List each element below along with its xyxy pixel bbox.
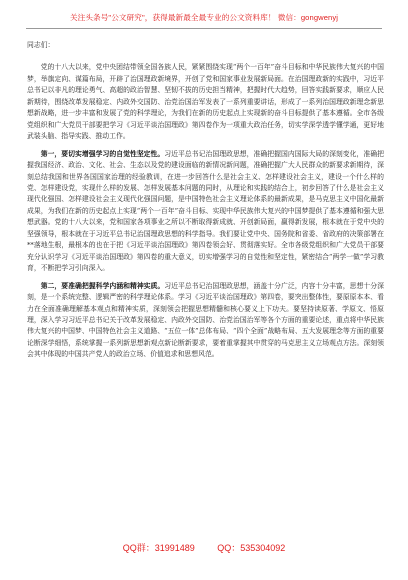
section-2-heading: 第二，要准确把握科学内涵和精神实质。 bbox=[40, 281, 165, 290]
section-1-paragraph bbox=[27, 149, 384, 275]
document-body bbox=[27, 40, 384, 361]
footer-qq: QQ：535304092 bbox=[217, 543, 286, 553]
intro-paragraph: 党的十八大以来，党中央团结带领全国各族人民，紧紧围绕实现“两个一百年”奋斗目标和中华民族伟大复兴的中国梦，举旗定向、谋篇布局，开辟了治国理政新境界，开创了党和国家事业发展新局面。在治国理政新的实践中，习近平总书记以非凡的理论勇气、高超的政治智慧、坚韧不拔的历史担当精神，把握时代大趋势，回答实践新要求，顺应人民新期待，围绕改革发展稳定、内政外交国防、治党治国治军发表了一系列重要讲话，形成了一系列治国理政新理念新思想新战略，进一步丰富和发展了党的科学理论，为我们在新的历史起点上实现新的奋斗目标提供了基本遵循。全市各级党组织和广大党员干部要把学习《习近平谈治国理政》第四卷作为一项重大政治任务，切实学深学透学懂学通，更好地武装头脑、指导实践、推动工作。 bbox=[27, 63, 384, 141]
footer-qq-group: QQ群：31991489 bbox=[122, 543, 195, 553]
footer bbox=[0, 541, 408, 554]
section-1-heading: 第一，要切实增强学习的自觉性坚定性。 bbox=[40, 149, 165, 158]
section-2-body: 习近平总书记治国理政思想，涵盖十分广泛，内容十分丰富，思想十分深刻，是一个系统完整、逻辑严密的科学理论体系。学习《习近平谈治国理政》第四卷，要突出整体性，要原原本本、看力在全面准确理解基本观点和精神实质，深刻领会把握思想精髓和核心要义上下功夫。要坚持读原著、学原文、悟原理，深入学习习近平总书记关于改革发展稳定、内政外交国防、治党治国治军等各个方面的重要论述，重点将中华民族伟大复兴的中国梦、中国特色社会主义道路、“五位一体”总体布局、“四个全面”战略布局、五大发展理念等方面的重要论断深学细悟，系统掌握一系列新思想新观点新论断新要求，要着重掌握其中贯穿的马克思主义立场观点方法。深刻领会其中体现的中国共产党人的政治立场、价值追求和思想风范。 bbox=[27, 281, 384, 359]
header-note: 关注头条号"公文研究"，获得最新最全最专业的公文资料库！ 微信：gongwenyj bbox=[69, 13, 339, 22]
header-rule bbox=[26, 28, 382, 29]
section-2-paragraph bbox=[27, 281, 384, 361]
salutation: 同志们： bbox=[27, 41, 55, 49]
section-1-body: 习近平总书记治国理政思想，准确把握国内国际大局的深刻变化，准确把握我国经济、政治、文化、社会、生态以及党的建设面临的新情况新问题，准确把握广大人民群众的新要求新期待，深刻总结我国和世界各国国家治理的经验教训，在进一步回答什么是社会主义、怎样建设社会主义，建设一个什么样的党、怎样建设党，实现什么样的发展、怎样发展基本问题的同时，从理论和实践的结合上，初步回答了什么是社会主义现代化强国、怎样建设社会主义现代化强国问题，是中国特色社会主义理论体系的最新成果，是马克思主义中国化最新成果，为我们在新的历史起点上实现“两个一百年”奋斗目标、实现中华民族伟大复兴的中国梦提供了基本遵循和强大思想武器。党的十八大以来，党和国家各项事业之所以不断取得新成就、开创新局面，赢得新发展，根本就在于党中央的坚强领导，根本就在于习近平总书记治国理政思想的科学指导。我们要让党中央、国务院和省委、省政府的决策部署在**落地生根，最根本的也在于把《习近平谈治国理政》第四卷领会好、贯彻落实好。全市各级党组织和广大党员干部要充分认识学习《习近平谈治国理政》第四卷的重大意义，切实增强学习的自觉性和坚定性，紧密结合“两学一做”学习教育，不断把学习引向深入。 bbox=[27, 149, 384, 273]
